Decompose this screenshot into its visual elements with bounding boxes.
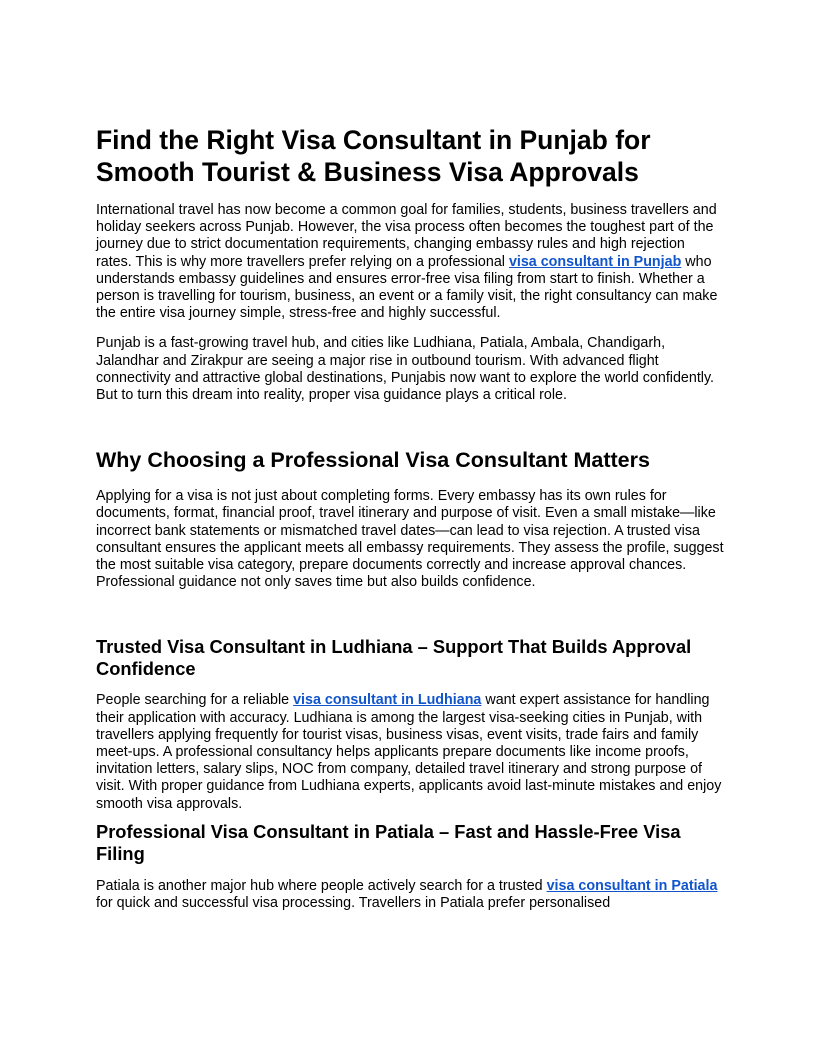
ludhiana-heading: Trusted Visa Consultant in Ludhiana – Support That Builds Approval Confidence: [96, 636, 692, 680]
intro-text-before-link: International travel has now become a common goal for families, students, business travellers and holiday seekers across Punjab. However, the visa process often becomes the toughest part of the journey due to strict documentation requirements, changing embassy rules and high rejection rates. This is why more travellers prefer relying on a professional: [96, 202, 717, 270]
patiala-paragraph: [96, 878, 724, 912]
intro-text-after-link: who understands embassy guidelines and ensures error-free visa filing from start to finish. Whether a person is travelling for tourism, business, an event or a family visit, the right consultancy can make the entire visa journey simple, stress-free and highly successful.: [96, 253, 718, 322]
ludhiana-text-before-link: People searching for a reliable: [96, 692, 294, 709]
visa-consultant-ludhiana-link[interactable]: visa consultant in Ludhiana: [293, 692, 482, 709]
why-heading: Why Choosing a Professional Visa Consultant Matters: [96, 448, 650, 473]
intro-paragraph-2: Punjab is a fast-growing travel hub, and cities like Ludhiana, Patiala, Ambala, Chandigarh, Jalandhar and Zirakpur are seeing a major rise in outbound tourism. With advanced flight connectivity and attractive global destinations, Punjabis now want to explore the world confidently. But to turn this dream into reality, proper visa guidance plays a critical role.: [96, 335, 715, 404]
ludhiana-text-after-link: want expert assistance for handling their application with accuracy. Ludhiana is among the largest visa-seeking cities in Punjab, with travellers applying frequently for tourist visas, business visas, event visits, trade fairs and family meet-ups. A professional consultancy helps applicants prepare documents like income proofs, invitation letters, salary slips, NOC from company, detailed travel itinerary and strong purpose of visit. With proper guidance from Ludhiana experts, applicants avoid last-minute mistakes and enjoy smooth visa approvals.: [96, 692, 722, 812]
page-title: Find the Right Visa Consultant in Punjab for Smooth Tourist & Business Visa Approvals: [96, 125, 651, 187]
patiala-text-after-link: for quick and successful visa processing. Travellers in Patiala prefer personalised: [96, 895, 611, 912]
visa-consultant-punjab-link[interactable]: visa consultant in Punjab: [508, 253, 682, 270]
patiala-heading: Professional Visa Consultant in Patiala – Fast and Hassle-Free Visa Filing: [96, 820, 681, 864]
document-page: [96, 124, 724, 912]
why-paragraph: Applying for a visa is not just about completing forms. Every embassy has its own rules for documents, format, financial proof, travel itinerary and purpose of visit. Even a small mistake—like incorrect bank statements or mismatched travel dates—can lead to visa rejection. A trusted visa consultant ensures the applicant meets all embassy requirements. They assess the profile, suggest the most suitable visa category, prepare documents correctly and increase approval chances. Professional guidance not only saves time but also builds confidence.: [96, 488, 724, 591]
patiala-text-before-link: Patiala is another major hub where people actively search for a trusted: [96, 877, 547, 894]
visa-consultant-patiala-link[interactable]: visa consultant in Patiala: [546, 877, 718, 894]
intro-paragraph-1: [96, 202, 724, 322]
ludhiana-paragraph: [96, 692, 724, 812]
